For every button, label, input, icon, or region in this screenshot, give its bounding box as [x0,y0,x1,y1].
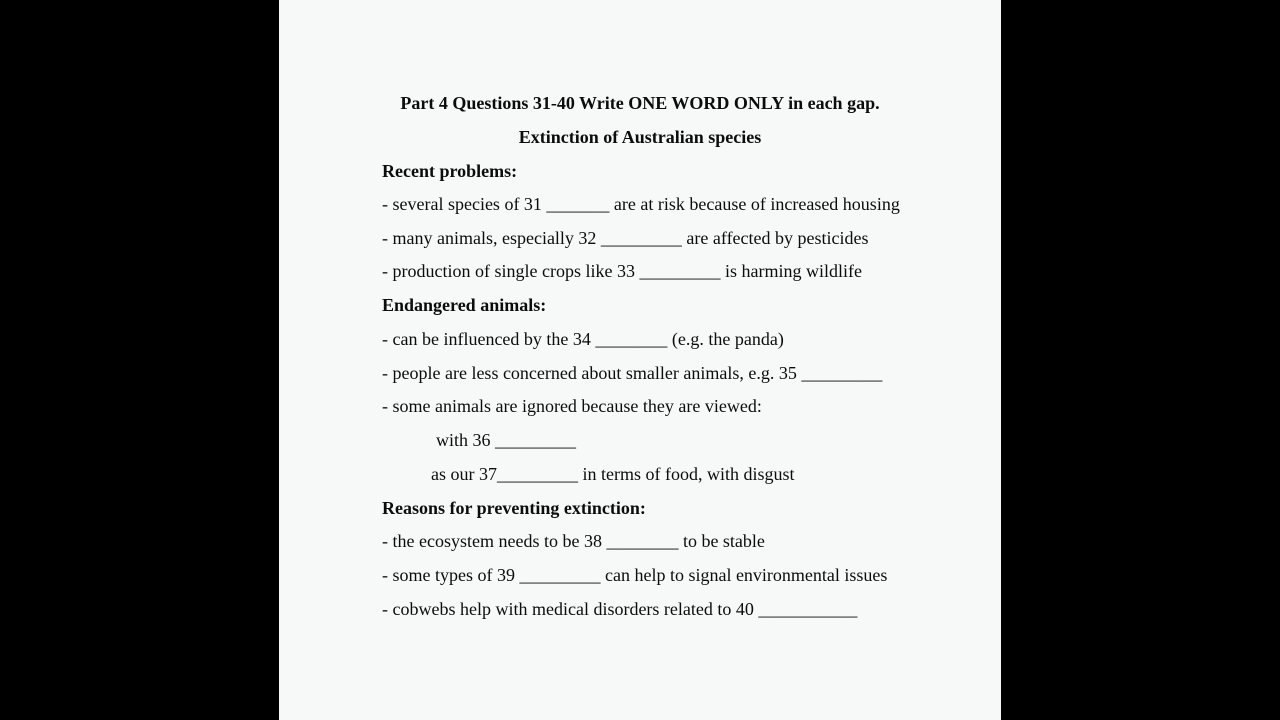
text-line-ignored-animals: - some animals are ignored because they are viewed: [382,396,762,416]
section-heading-recent-problems: Recent problems: [382,161,518,181]
question-line-35: - people are less concerned about smaller animals, e.g. 35 _________ [382,363,883,383]
question-line-39: - some types of 39 _________ can help to signal environmental issues [382,565,888,585]
question-line-33: - production of single crops like 33 _________ is harming wildlife [382,261,862,281]
worksheet-title: Part 4 Questions 31-40 Write ONE WORD ONLY in each gap. [400,93,880,113]
section-heading-reasons: Reasons for preventing extinction: [382,498,646,518]
section-heading-endangered-animals: Endangered animals: [382,295,547,315]
question-line-32: - many animals, especially 32 _________ are affected by pesticides [382,228,869,248]
question-line-38: - the ecosystem needs to be 38 ________ to be stable [382,531,765,551]
question-line-36: with 36 _________ [436,430,577,450]
worksheet-subtitle: Extinction of Australian species [518,127,762,147]
question-line-34: - can be influenced by the 34 ________ (e.g. the panda) [382,329,784,349]
question-line-40: - cobwebs help with medical disorders related to 40 ___________ [382,599,858,619]
question-line-37: as our 37_________ in terms of food, with disgust [431,464,795,484]
worksheet-page [279,0,1001,720]
question-line-31: - several species of 31 _______ are at risk because of increased housing [382,194,900,214]
